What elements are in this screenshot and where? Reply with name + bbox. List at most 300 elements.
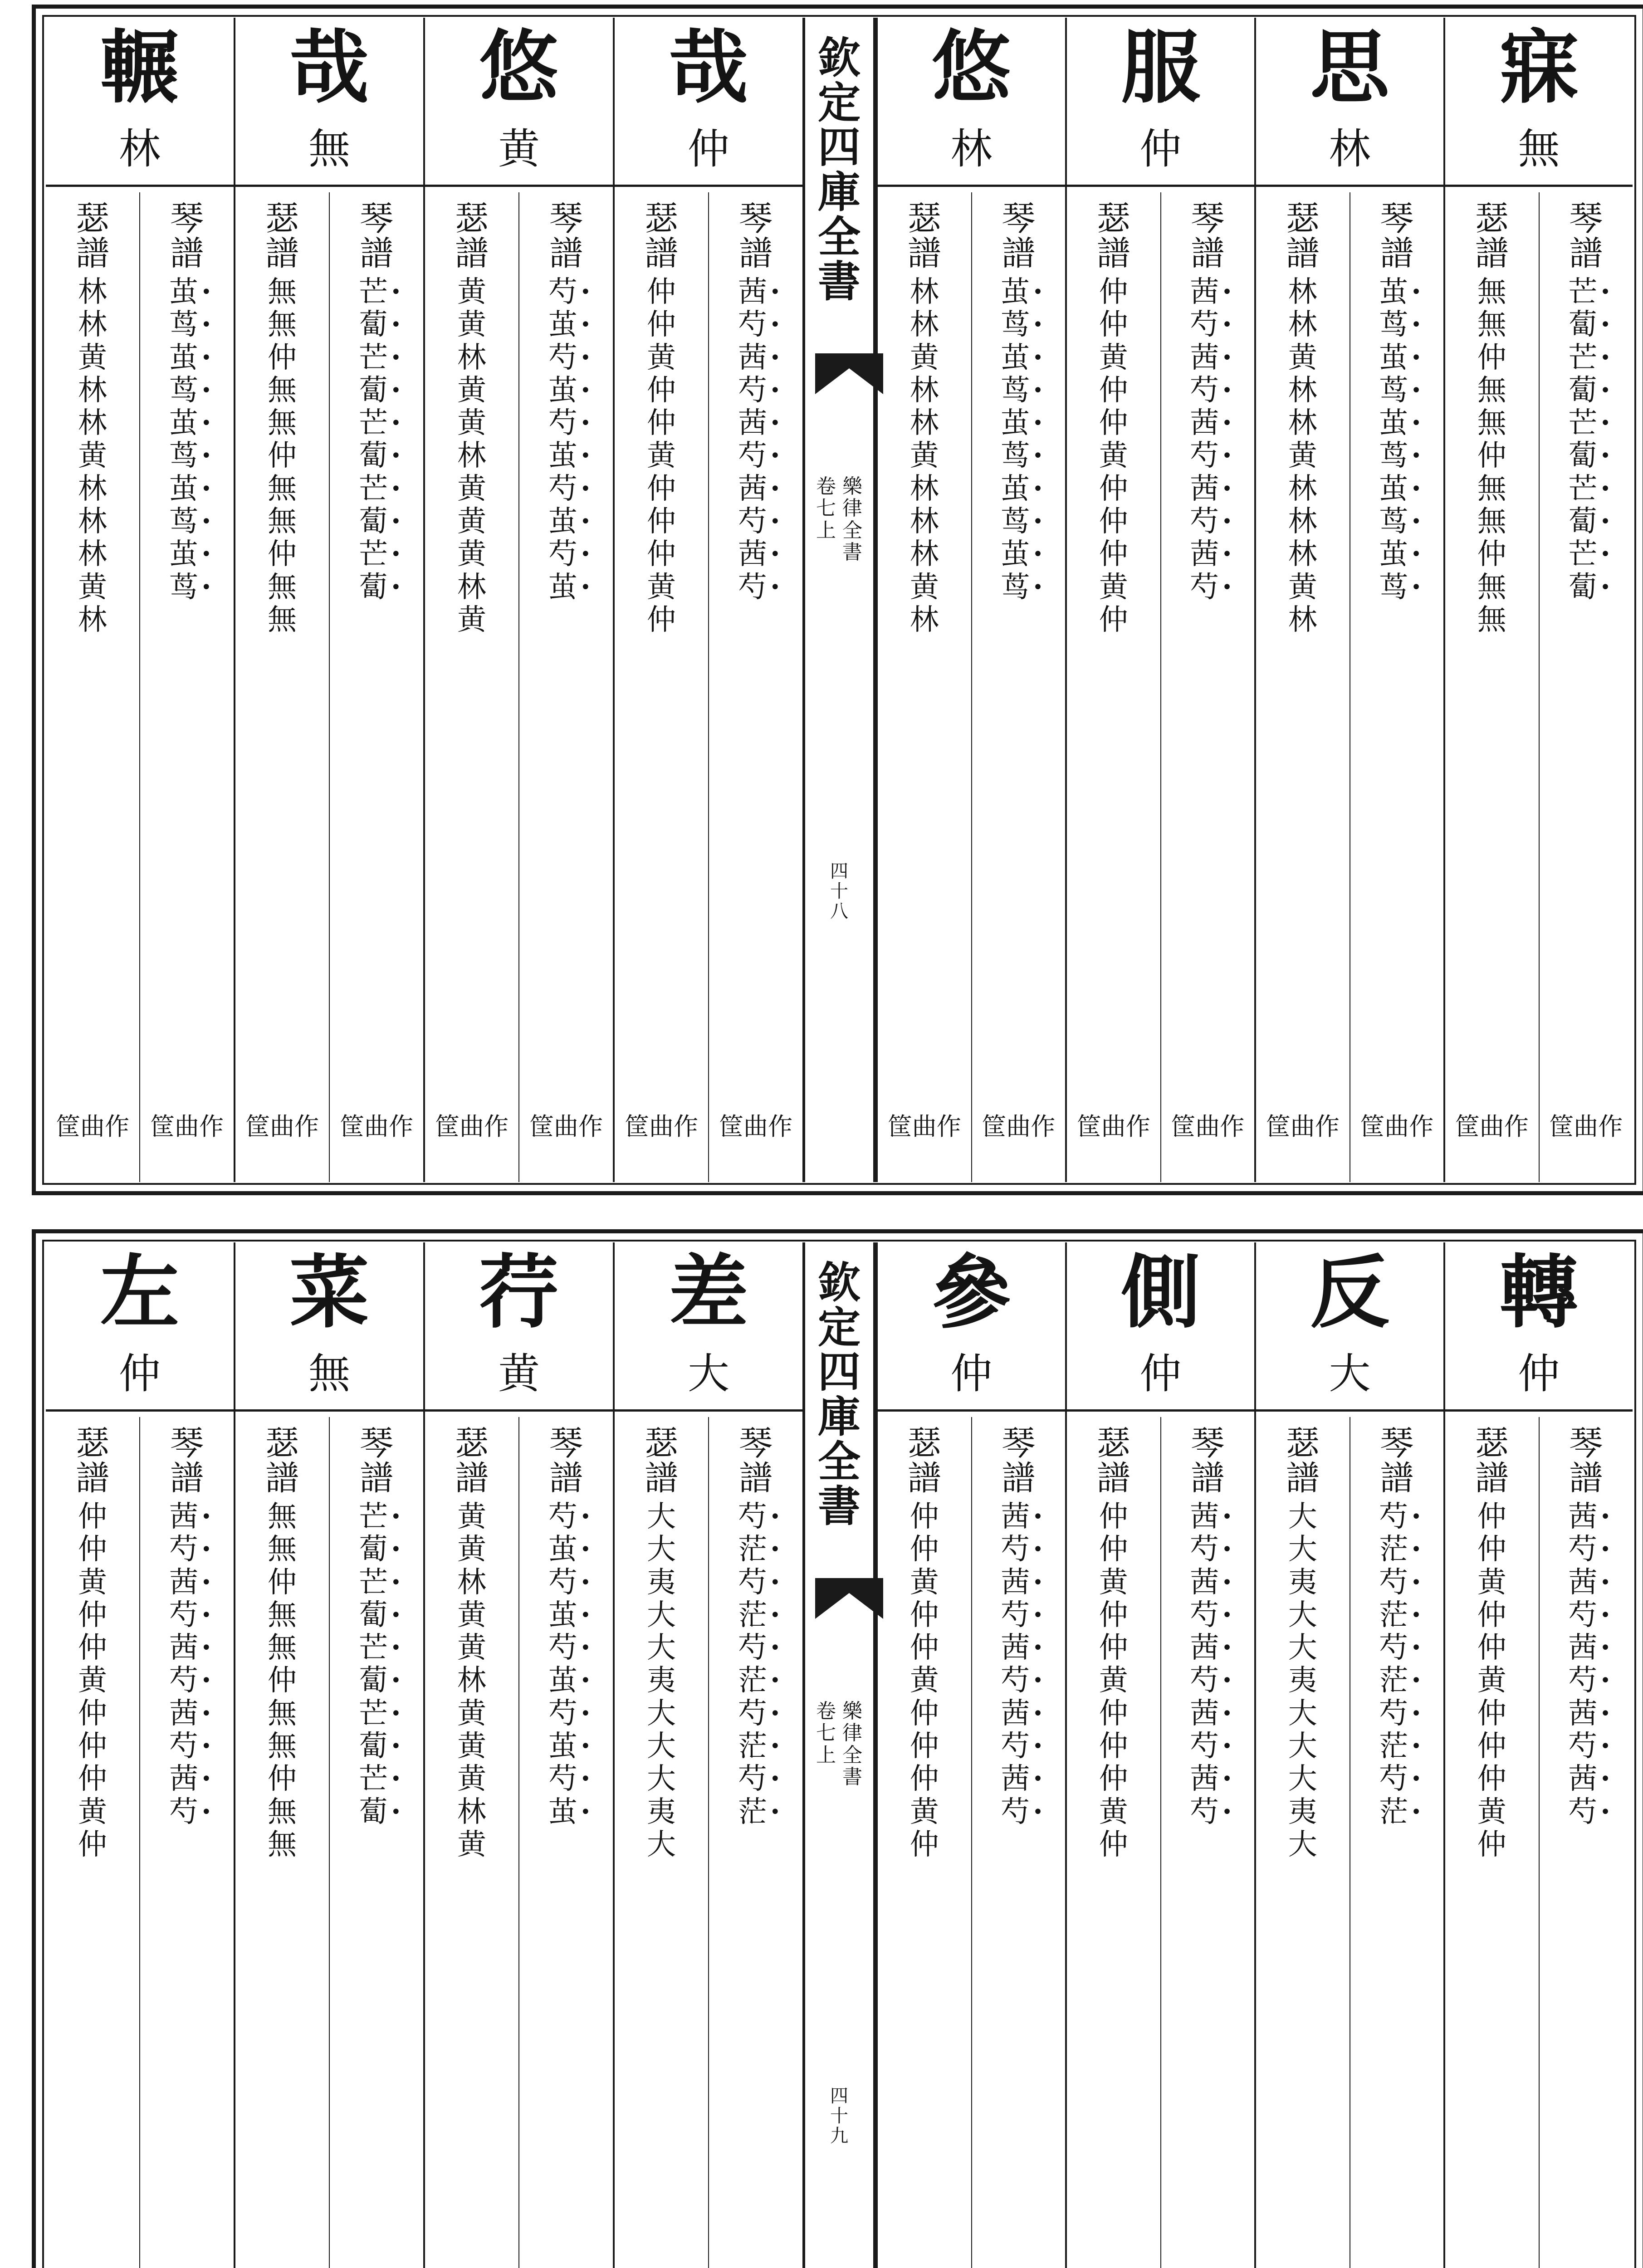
- qin-note: 芍 •: [738, 1501, 773, 1533]
- qin-note: 芍 •: [548, 342, 584, 374]
- se-note: 仲: [910, 1598, 939, 1632]
- se-note: 黄: [457, 1762, 486, 1796]
- se-label-char: 譜: [1475, 234, 1509, 273]
- spine-book-char: 書: [842, 1765, 862, 1789]
- se-sequence: [457, 1501, 486, 1861]
- se-note: 無: [1477, 373, 1506, 407]
- pitch-name: [1256, 122, 1443, 176]
- spine-title-char: 全: [817, 1437, 861, 1487]
- qin-column: [1539, 1417, 1633, 2268]
- se-note: 黄: [457, 308, 486, 342]
- spine-page-char: 四: [830, 2086, 848, 2107]
- se-label: [1097, 1426, 1130, 1496]
- spine-title: [805, 1258, 873, 1532]
- fish-tail-mark-icon: [815, 353, 883, 394]
- qin-note: 蔔 •: [359, 1599, 394, 1632]
- se-note: 林: [910, 603, 939, 637]
- qin-label: [1191, 201, 1224, 271]
- qin-note: 茜 •: [1190, 1763, 1225, 1795]
- se-note: 林: [457, 439, 486, 473]
- qin-note: 茜 •: [1001, 1632, 1036, 1664]
- qin-note: 茑 •: [1379, 374, 1414, 407]
- qin-note: 茫 •: [738, 1796, 773, 1828]
- qin-label: [1002, 1426, 1035, 1496]
- qin-label-char: 琴: [1002, 1424, 1036, 1463]
- se-note: 無: [268, 406, 297, 440]
- divider-line: [1256, 185, 1443, 187]
- qin-note: 芍 •: [1001, 1730, 1036, 1763]
- qin-note: 芍 •: [169, 1730, 205, 1763]
- se-note: 黄: [910, 1565, 939, 1599]
- qin-label: [1569, 1426, 1603, 1496]
- qin-footnote: 筐曲作: [982, 1112, 1056, 1141]
- head-character: [1445, 1242, 1633, 1342]
- se-note: 黄: [78, 1664, 107, 1698]
- head-character-text: 思: [1310, 21, 1389, 114]
- se-note: 夷: [1288, 1664, 1317, 1698]
- qin-sequence: [548, 276, 584, 604]
- divider-line: [1445, 185, 1633, 187]
- qin-column: [708, 192, 802, 1182]
- qin-column: [518, 1417, 613, 2268]
- qin-note: 茧 •: [548, 440, 584, 472]
- qin-note: 茜 •: [1190, 538, 1225, 571]
- pitch-name: [615, 122, 802, 176]
- qin-note: 芒 •: [359, 1501, 394, 1533]
- pitch-name-text: 仲: [687, 125, 729, 173]
- qin-label: [1569, 201, 1603, 271]
- se-note: 仲: [78, 1828, 107, 1862]
- head-character-text: 參: [932, 1246, 1011, 1339]
- qin-note: 芍 •: [738, 1566, 773, 1599]
- pitch-name: [46, 122, 234, 176]
- se-note: 大: [1288, 1631, 1317, 1665]
- qin-sequence: [1001, 1501, 1036, 1828]
- page-row: [46, 1242, 1633, 2268]
- qin-label-char: 譜: [360, 1458, 393, 1498]
- qin-note: 茑 •: [169, 571, 205, 604]
- qin-note: 芒 •: [359, 1763, 394, 1795]
- notation-columns: [878, 1417, 1065, 2268]
- se-note: 大: [647, 1598, 676, 1632]
- head-character-text: 輾: [100, 21, 180, 114]
- se-label-char: 譜: [455, 1458, 489, 1498]
- head-character-text: 寐: [1499, 21, 1579, 114]
- se-note: 黄: [457, 603, 486, 637]
- qin-note: 蔔 •: [1568, 374, 1604, 407]
- se-label-char: 譜: [1286, 1458, 1320, 1498]
- se-note: 林: [1288, 308, 1317, 342]
- se-note: 黄: [1477, 1565, 1506, 1599]
- qin-label-char: 琴: [739, 1424, 773, 1463]
- se-note: 仲: [78, 1598, 107, 1632]
- pitch-name-text: 仲: [1518, 1349, 1560, 1398]
- spine-volume-char: 上: [816, 1743, 836, 1767]
- qin-note: 蔔 •: [359, 374, 394, 407]
- qin-label: [170, 201, 204, 271]
- se-label-char: 瑟: [455, 1424, 489, 1463]
- se-note: 大: [1288, 1696, 1317, 1730]
- spine-book-name: [842, 1701, 862, 1789]
- head-character: [425, 18, 613, 117]
- qin-sequence: [1379, 276, 1414, 604]
- qin-note: 茫 •: [738, 1664, 773, 1697]
- pitch-name: [615, 1347, 802, 1401]
- qin-note: 蔔 •: [359, 1664, 394, 1697]
- pitch-name: [1256, 1347, 1443, 1401]
- se-label-char: 譜: [645, 1458, 678, 1498]
- se-label-char: 譜: [907, 234, 941, 273]
- se-note: 仲: [1477, 1631, 1506, 1665]
- notation-columns: [878, 192, 1065, 1182]
- se-label-char: 瑟: [645, 199, 678, 238]
- qin-note: 芍 •: [1568, 1664, 1604, 1697]
- pitch-name: [425, 122, 613, 176]
- notation-columns: [46, 192, 234, 1182]
- qin-note: 芍 •: [169, 1664, 205, 1697]
- qin-note: 茑 •: [1001, 571, 1036, 604]
- qin-label-char: 譜: [360, 234, 393, 273]
- notation-columns: [425, 192, 613, 1182]
- se-note: 黄: [457, 1598, 486, 1632]
- head-character: [878, 1242, 1065, 1342]
- se-note: 黄: [1288, 570, 1317, 604]
- qin-note: 茜 •: [738, 276, 773, 308]
- se-note: 仲: [78, 1533, 107, 1567]
- se-label-char: 瑟: [76, 1424, 109, 1463]
- se-label-char: 瑟: [265, 1424, 299, 1463]
- se-column: [878, 192, 971, 1182]
- qin-note: 芍 •: [1190, 308, 1225, 341]
- se-note: 仲: [910, 1696, 939, 1730]
- qin-label-char: 琴: [360, 1424, 393, 1463]
- qin-note: 茜 •: [169, 1697, 205, 1730]
- qin-note: 芍 •: [738, 1697, 773, 1730]
- se-label: [1475, 201, 1509, 271]
- se-column: [46, 192, 139, 1182]
- se-note: 仲: [647, 373, 676, 407]
- qin-note: 茜 •: [169, 1632, 205, 1664]
- pitch-name: [46, 1347, 234, 1401]
- se-note: 林: [1288, 538, 1317, 572]
- se-note: 仲: [1099, 1500, 1128, 1534]
- se-note: 仲: [1477, 1762, 1506, 1796]
- score-section: [1254, 1242, 1443, 2268]
- se-note: 黄: [457, 1828, 486, 1862]
- qin-note: 茑 •: [1001, 440, 1036, 472]
- spine-book-char: 律: [842, 1721, 862, 1745]
- score-section: [234, 1242, 423, 2268]
- qin-note: 茜 •: [1190, 1501, 1225, 1533]
- qin-note: 茜 •: [738, 538, 773, 571]
- se-note: 無: [268, 1828, 297, 1862]
- divider-line: [46, 1409, 234, 1412]
- se-note: 黄: [1477, 1795, 1506, 1829]
- head-character: [1256, 18, 1443, 117]
- score-section: [423, 18, 613, 1182]
- se-note: 夷: [1288, 1795, 1317, 1829]
- qin-note: 茜 •: [169, 1501, 205, 1533]
- qin-column: [1350, 192, 1444, 1182]
- pitch-name-text: 無: [308, 1349, 350, 1398]
- left-half: [46, 18, 802, 1182]
- qin-note: 芍 •: [1379, 1763, 1414, 1795]
- spine-page-number: [805, 2086, 873, 2146]
- qin-note: 芍 •: [169, 1533, 205, 1566]
- se-note: 仲: [910, 1631, 939, 1665]
- qin-note: 蔔 •: [1568, 571, 1604, 604]
- qin-note: 茑 •: [1001, 308, 1036, 341]
- qin-note: 茜 •: [1190, 1697, 1225, 1730]
- qin-label-char: 琴: [549, 1424, 583, 1463]
- divider-line: [235, 185, 423, 187]
- se-note: 仲: [647, 603, 676, 637]
- se-note: 無: [1477, 406, 1506, 440]
- se-sequence: [78, 276, 107, 636]
- se-note: 仲: [1477, 1828, 1506, 1862]
- se-note: 仲: [268, 1664, 297, 1698]
- pitch-name-text: 仲: [1139, 125, 1182, 173]
- qin-note: 茧 •: [1379, 342, 1414, 374]
- qin-note: 茧 •: [169, 538, 205, 571]
- se-label-char: 譜: [265, 1458, 299, 1498]
- qin-note: 芍 •: [1190, 374, 1225, 407]
- qin-note: 芍 •: [738, 1632, 773, 1664]
- se-note: 大: [647, 1730, 676, 1764]
- se-label-char: 瑟: [76, 199, 109, 238]
- se-note: 黄: [910, 439, 939, 473]
- qin-note: 芍 •: [1190, 1599, 1225, 1632]
- qin-note: 芒 •: [359, 1697, 394, 1730]
- se-label: [265, 1426, 299, 1496]
- head-character: [235, 1242, 423, 1342]
- qin-label-char: 譜: [170, 1458, 204, 1498]
- se-note: 仲: [78, 1500, 107, 1534]
- spine-page-char: 十: [830, 2106, 848, 2126]
- qin-note: 芒 •: [1568, 473, 1604, 505]
- se-note: 黄: [910, 341, 939, 375]
- notation-columns: [615, 192, 802, 1182]
- se-note: 林: [78, 406, 107, 440]
- se-note: 仲: [1477, 1730, 1506, 1764]
- qin-label-char: 琴: [360, 199, 393, 238]
- se-column: [425, 192, 518, 1182]
- head-character-text: 左: [100, 1246, 180, 1339]
- qin-note: 芍 •: [1001, 1533, 1036, 1566]
- se-note: 無: [268, 275, 297, 309]
- qin-sequence: [359, 276, 394, 604]
- qin-note: 茧 •: [1001, 276, 1036, 308]
- se-note: 林: [457, 1664, 486, 1698]
- qin-sequence: [738, 1501, 773, 1828]
- se-note: 黄: [457, 1631, 486, 1665]
- se-note: 仲: [78, 1730, 107, 1764]
- qin-note: 茑 •: [169, 505, 205, 538]
- se-note: 仲: [1099, 1533, 1128, 1567]
- se-note: 黄: [457, 472, 486, 506]
- qin-sequence: [169, 276, 205, 604]
- se-note: 林: [457, 570, 486, 604]
- se-label-char: 瑟: [1475, 1424, 1509, 1463]
- qin-label-char: 譜: [1569, 1458, 1603, 1498]
- se-note: 無: [268, 1795, 297, 1829]
- se-note: 無: [268, 373, 297, 407]
- divider-line: [1445, 1409, 1633, 1412]
- qin-column: [971, 1417, 1066, 2268]
- se-label-char: 瑟: [907, 1424, 941, 1463]
- se-note: 仲: [1099, 1762, 1128, 1796]
- se-sequence: [1099, 1501, 1128, 1861]
- se-sequence: [1288, 276, 1317, 636]
- qin-label: [1191, 1426, 1224, 1496]
- se-note: 大: [1288, 1533, 1317, 1567]
- qin-note: 芍 •: [548, 473, 584, 505]
- se-label-char: 譜: [1286, 234, 1320, 273]
- spine-title: [805, 33, 873, 307]
- qin-note: 蔔 •: [1568, 440, 1604, 472]
- pitch-name: [878, 122, 1065, 176]
- head-character: [615, 18, 802, 117]
- qin-note: 茜 •: [1190, 276, 1225, 308]
- spine-center: [802, 1242, 876, 2268]
- se-note: 黄: [457, 1500, 486, 1534]
- se-sequence: [910, 276, 939, 636]
- se-sequence: [1477, 1501, 1506, 1861]
- qin-column: [971, 192, 1066, 1182]
- se-note: 仲: [78, 1631, 107, 1665]
- se-note: 無: [1477, 603, 1506, 637]
- spine-title-char: 欽: [817, 1258, 861, 1308]
- qin-note: 芒 •: [359, 1632, 394, 1664]
- qin-note: 茜 •: [1568, 1632, 1604, 1664]
- qin-label-char: 琴: [1191, 199, 1225, 238]
- qin-note: 芒 •: [359, 538, 394, 571]
- qin-label-char: 譜: [170, 234, 204, 273]
- qin-note: 蔔 •: [359, 571, 394, 604]
- head-character-text: 差: [669, 1246, 748, 1339]
- qin-note: 芒 •: [1568, 276, 1604, 308]
- se-note: 無: [268, 308, 297, 342]
- qin-label-char: 琴: [170, 199, 204, 238]
- se-note: 黄: [457, 538, 486, 572]
- head-character-text: 菜: [289, 1246, 369, 1339]
- qin-note: 芍 •: [1001, 1664, 1036, 1697]
- spine-volume-info: [805, 476, 873, 564]
- se-note: 無: [1477, 505, 1506, 539]
- qin-note: 茜 •: [738, 342, 773, 374]
- qin-note: 芍 •: [1190, 571, 1225, 604]
- se-note: 林: [78, 538, 107, 572]
- se-label: [1286, 201, 1320, 271]
- se-note: 大: [647, 1631, 676, 1665]
- spine-book-char: 全: [842, 1743, 862, 1767]
- score-section: [613, 1242, 802, 2268]
- qin-label-char: 譜: [739, 234, 773, 273]
- se-sequence: [457, 276, 486, 636]
- notation-columns: [1067, 192, 1254, 1182]
- qin-note: 芍 •: [1568, 1533, 1604, 1566]
- qin-note: 茜 •: [1568, 1697, 1604, 1730]
- spine-book-name: [842, 476, 862, 564]
- se-footnote: 筐曲作: [887, 1112, 961, 1141]
- qin-note: 茜 •: [1190, 342, 1225, 374]
- se-note: 林: [1288, 406, 1317, 440]
- qin-note: 茜 •: [1190, 407, 1225, 440]
- qin-label: [1380, 1426, 1413, 1496]
- qin-note: 茧 •: [1001, 342, 1036, 374]
- qin-note: 茧 •: [548, 571, 584, 604]
- se-note: 林: [457, 1795, 486, 1829]
- qin-footnote: 筐曲作: [719, 1112, 792, 1141]
- se-footnote: 筐曲作: [1076, 1112, 1150, 1141]
- se-sequence: [910, 1501, 939, 1861]
- se-note: 林: [1288, 275, 1317, 309]
- spine-title-char: 定: [817, 1302, 861, 1353]
- se-note: 黄: [457, 1533, 486, 1567]
- se-note: 黄: [457, 1730, 486, 1764]
- qin-note: 茧 •: [548, 1664, 584, 1697]
- se-note: 無: [268, 1598, 297, 1632]
- se-note: 林: [1288, 505, 1317, 539]
- se-note: 無: [1477, 472, 1506, 506]
- qin-note: 芍 •: [548, 276, 584, 308]
- qin-note: 芒 •: [359, 473, 394, 505]
- se-note: 林: [1288, 373, 1317, 407]
- qin-note: 蔔 •: [359, 1730, 394, 1763]
- head-character: [235, 18, 423, 117]
- se-label: [1097, 201, 1130, 271]
- qin-label-char: 譜: [1002, 234, 1036, 273]
- qin-note: 芒 •: [1568, 407, 1604, 440]
- qin-note: 芒 •: [1568, 538, 1604, 571]
- se-note: 黄: [647, 570, 676, 604]
- se-note: 林: [1288, 472, 1317, 506]
- qin-footnote: 筐曲作: [1360, 1112, 1434, 1141]
- spine-book-char: 律: [842, 497, 862, 520]
- spine-volume: [816, 1701, 836, 1789]
- pitch-name-text: 大: [687, 1349, 729, 1398]
- se-label: [908, 201, 941, 271]
- se-note: 仲: [647, 505, 676, 539]
- qin-note: 茧 •: [1379, 473, 1414, 505]
- qin-note: 芍 •: [548, 407, 584, 440]
- score-section: [46, 1242, 234, 2268]
- se-label: [76, 201, 109, 271]
- se-note: 大: [1288, 1500, 1317, 1534]
- se-note: 仲: [1099, 472, 1128, 506]
- spine-page-char: 四: [830, 861, 848, 882]
- qin-label-char: 譜: [1380, 234, 1414, 273]
- qin-footnote: 筐曲作: [150, 1112, 224, 1141]
- se-column: [46, 1417, 139, 2268]
- se-note: 無: [1477, 275, 1506, 309]
- head-character: [1067, 18, 1254, 117]
- qin-note: 茜 •: [738, 407, 773, 440]
- se-note: 大: [647, 1500, 676, 1534]
- qin-note: 蔔 •: [1568, 505, 1604, 538]
- se-note: 大: [1288, 1598, 1317, 1632]
- se-note: 仲: [647, 538, 676, 572]
- se-column: [615, 192, 708, 1182]
- se-note: 大: [647, 1696, 676, 1730]
- qin-note: 蔔 •: [359, 1796, 394, 1828]
- qin-note: 芍 •: [548, 1632, 584, 1664]
- qin-label-char: 譜: [1569, 234, 1603, 273]
- qin-note: 茑 •: [169, 440, 205, 472]
- qin-note: 茫 •: [738, 1730, 773, 1763]
- score-section: [1065, 18, 1254, 1182]
- qin-note: 茧 •: [1379, 407, 1414, 440]
